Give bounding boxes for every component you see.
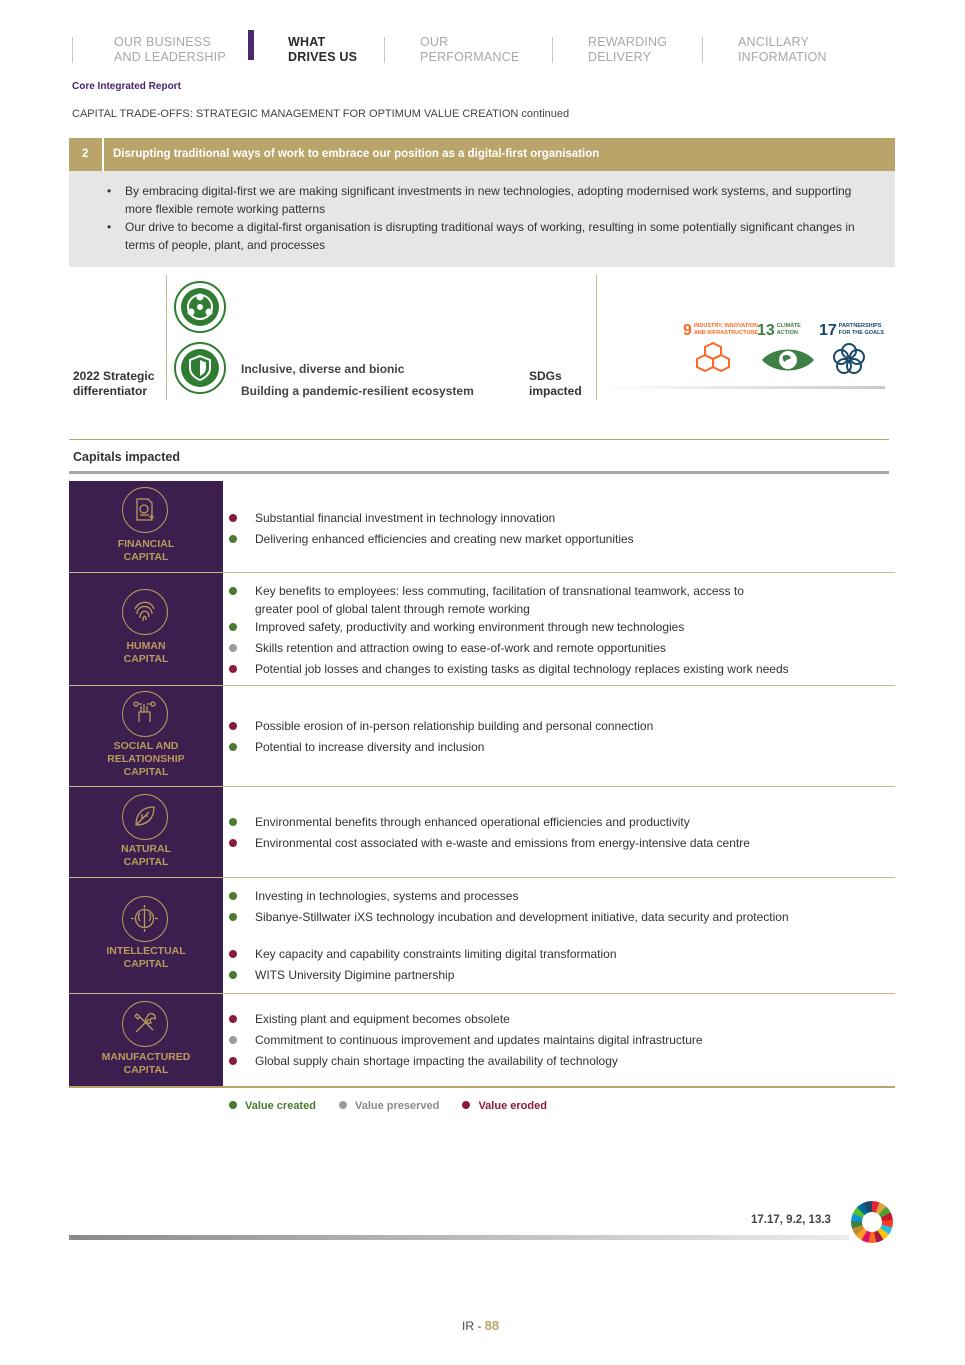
value-eroded-dot xyxy=(462,1101,470,1109)
nav-item-our-business[interactable] xyxy=(114,35,226,65)
capital-row-intellectual xyxy=(69,878,895,993)
sdg-17 xyxy=(819,322,884,340)
tradeoff-number: 2 xyxy=(82,148,89,160)
impact-text: Key capacity and capability constraints limiting digital transformation xyxy=(255,947,617,961)
value-created-dot xyxy=(229,818,237,826)
nav-item-rewarding-delivery[interactable] xyxy=(588,35,667,65)
sdg-caption-line: PARTNERSHIPS xyxy=(838,323,882,329)
impact-text: Improved safety, productivity and working environment through new technologies xyxy=(255,620,685,634)
nav-separator xyxy=(72,37,73,63)
sdg-9 xyxy=(683,322,758,340)
capital-name-line: SOCIAL AND xyxy=(113,740,179,752)
impact-text: Sibanye-Stillwater iXS technology incubation and development initiative, data security and protection xyxy=(255,910,789,924)
nav-line: OUR xyxy=(420,35,449,49)
nav-line: PERFORMANCE xyxy=(420,50,520,64)
impact-text: Existing plant and equipment becomes obsolete xyxy=(255,1012,510,1026)
nav-line: WHAT xyxy=(288,35,326,49)
impact-text: Environmental benefits through enhanced operational efficiencies and productivity xyxy=(255,815,690,829)
legend-label: Value preserved xyxy=(355,1100,440,1112)
nav-item-ancillary-information[interactable] xyxy=(738,35,827,65)
impact-text: Global supply chain shortage impacting the availability of technology xyxy=(255,1054,618,1068)
nav-line: OUR BUSINESS xyxy=(114,35,211,49)
section-rule xyxy=(69,471,889,474)
impact-item xyxy=(255,1011,875,1029)
sdgs-label xyxy=(529,369,582,399)
tradeoff-bullet: • By embracing digital-first we are making significant investments in new technologies, adopting modernised work systems, and supporting more flexible remote working patterns xyxy=(125,183,875,218)
capital-name-line: FINANCIAL xyxy=(117,538,175,550)
value-eroded-dot xyxy=(229,1015,237,1023)
capital-name xyxy=(69,740,223,779)
sdg-caption xyxy=(694,323,758,336)
nav-line: DELIVERY xyxy=(588,50,652,64)
capital-name-line: CAPITAL xyxy=(123,958,169,970)
nav-line: ANCILLARY xyxy=(738,35,810,49)
impact-text: Environmental cost associated with e-waste and emissions from energy-intensive data centre xyxy=(255,836,750,850)
capital-name-line: CAPITAL xyxy=(123,551,169,563)
value-created-dot xyxy=(229,587,237,595)
value-created-dot xyxy=(229,623,237,631)
capital-label-panel xyxy=(69,686,223,786)
impact-text: Skills retention and attraction owing to ease-of-work and remote opportunities xyxy=(255,641,666,655)
sdg-caption xyxy=(777,323,801,336)
divider xyxy=(166,275,167,400)
divider xyxy=(596,275,597,400)
label-line: impacted xyxy=(529,384,582,398)
capital-row-financial xyxy=(69,481,895,572)
nav-line: DRIVES US xyxy=(288,50,358,64)
value-eroded-dot xyxy=(229,839,237,847)
impact-item xyxy=(255,909,795,927)
capital-row-natural xyxy=(69,787,895,877)
tradeoff-description xyxy=(69,171,895,267)
sdg-13 xyxy=(757,322,801,340)
legend-label: Value created xyxy=(245,1100,316,1112)
value-preserved-dot xyxy=(339,1101,347,1109)
value-eroded-dot xyxy=(229,950,237,958)
value-preserved-dot xyxy=(229,1036,237,1044)
legend-label: Value eroded xyxy=(478,1100,547,1112)
value-created-dot xyxy=(229,743,237,751)
inclusive-diverse-icon xyxy=(174,281,226,333)
core-report-label: Core Integrated Report xyxy=(72,81,181,92)
capital-row-human xyxy=(69,573,895,685)
sdg-caption-line: AND INFRASTRUCTURE xyxy=(693,329,759,336)
climate-eye-icon xyxy=(760,345,816,375)
sdg-target-references: 17.17, 9.2, 13.3 xyxy=(751,1214,831,1226)
capital-name xyxy=(69,1051,223,1077)
impact-item xyxy=(255,1032,875,1050)
capital-name xyxy=(69,538,223,564)
sdg-caption xyxy=(839,323,884,336)
section-rule xyxy=(69,439,889,440)
capital-name-line: MANUFACTURED xyxy=(101,1051,191,1063)
differentiator-label xyxy=(73,369,154,399)
impact-item xyxy=(255,835,875,853)
value-created-dot xyxy=(229,971,237,979)
value-created-dot xyxy=(229,1101,237,1109)
capital-name-line: INTELLECTUAL xyxy=(106,945,186,957)
infrastructure-cubes-icon xyxy=(693,340,733,380)
document-money-icon xyxy=(122,487,168,533)
top-navigation xyxy=(0,30,965,70)
tradeoff-title: Disrupting traditional ways of work to embrace our position as a digital-first organisation xyxy=(113,148,600,160)
page-subtitle: CAPITAL TRADE-OFFS: STRATEGIC MANAGEMENT FOR OPTIMUM VALUE CREATION continued xyxy=(72,108,570,120)
sdg-number: 13 xyxy=(757,322,775,339)
impact-text: Possible erosion of in-person relationship building and personal connection xyxy=(255,719,654,733)
tradeoff-bullet: • Our drive to become a digital-first organisation is disrupting traditional ways of working, resulting in some potentially significant changes in terms of people, plant, and processes xyxy=(125,219,875,254)
capital-label-panel xyxy=(69,481,223,572)
sdg-number: 9 xyxy=(683,322,692,339)
capital-label-panel xyxy=(69,878,223,993)
nav-line: REWARDING xyxy=(588,35,668,49)
impact-item xyxy=(255,531,875,549)
impact-text: Potential job losses and changes to existing tasks as digital technology replaces existing work needs xyxy=(255,662,789,676)
nav-item-our-performance[interactable] xyxy=(420,35,519,65)
impact-item xyxy=(255,619,875,637)
value-created-dot xyxy=(229,535,237,543)
page-number-value: 88 xyxy=(484,1318,500,1333)
divider xyxy=(102,138,104,171)
value-preserved-dot xyxy=(229,644,237,652)
capital-name xyxy=(69,945,223,971)
impact-text: Potential to increase diversity and inclusion xyxy=(255,740,485,754)
capital-label-panel xyxy=(69,994,223,1086)
impact-text: WITS University Digimine partnership xyxy=(255,968,455,982)
leaf-icon xyxy=(122,794,168,840)
impact-text: Investing in technologies, systems and processes xyxy=(255,889,519,903)
capital-name-line: CAPITAL xyxy=(123,766,169,778)
nav-separator xyxy=(702,37,703,63)
nav-item-what-drives-us[interactable] xyxy=(288,35,357,65)
impact-item xyxy=(255,967,875,985)
differentiator-item: Inclusive, diverse and bionic xyxy=(241,362,405,376)
legend-created xyxy=(229,1100,316,1112)
value-created-dot xyxy=(229,892,237,900)
capital-label-panel xyxy=(69,573,223,685)
sdg-caption-line: CLIMATE xyxy=(776,323,801,329)
impact-text: Key benefits to employees: less commuting, facilitation of transnational teamwork, access to greater pool of global talent through remote working xyxy=(255,584,744,616)
capital-name-line: RELATIONSHIP xyxy=(107,753,185,765)
sdg-number: 17 xyxy=(819,322,837,339)
row-divider xyxy=(69,1086,895,1088)
impact-text: Delivering enhanced efficiencies and creating new market opportunities xyxy=(255,532,634,546)
tradeoff-header xyxy=(69,138,895,171)
impact-item xyxy=(255,510,875,528)
capital-name-line: CAPITAL xyxy=(123,1064,169,1076)
value-created-dot xyxy=(229,913,237,921)
impact-item xyxy=(255,946,875,964)
partnership-flower-icon xyxy=(829,340,869,380)
impact-item xyxy=(255,718,875,736)
sdg-wheel-icon xyxy=(851,1201,893,1243)
impact-item xyxy=(255,640,875,658)
brain-gear-icon xyxy=(122,896,168,942)
capital-name xyxy=(69,640,223,666)
legend-eroded xyxy=(462,1100,546,1112)
page-prefix: IR - xyxy=(462,1319,485,1333)
capital-name-line: CAPITAL xyxy=(123,856,169,868)
sdg-underline xyxy=(600,386,885,389)
nav-separator xyxy=(384,37,385,63)
impact-item xyxy=(255,888,875,906)
capitals-title: Capitals impacted xyxy=(73,450,180,464)
shield-icon xyxy=(174,342,226,394)
fingerprint-icon xyxy=(122,589,168,635)
impact-item xyxy=(255,814,875,832)
impact-item xyxy=(255,739,875,757)
legend-preserved xyxy=(339,1100,439,1112)
value-eroded-dot xyxy=(229,722,237,730)
impact-item xyxy=(255,661,875,679)
capital-row-manufactured xyxy=(69,994,895,1086)
impact-text: Substantial financial investment in technology innovation xyxy=(255,511,556,525)
impact-item xyxy=(255,583,765,618)
label-line: differentiator xyxy=(73,384,148,398)
differentiator-item: Building a pandemic-resilient ecosystem xyxy=(241,384,474,398)
hands-network-icon xyxy=(122,691,168,737)
value-eroded-dot xyxy=(229,665,237,673)
label-line: SDGs xyxy=(529,369,562,383)
capital-name-line: HUMAN xyxy=(126,640,166,652)
page-number xyxy=(462,1318,499,1333)
capital-name-line: CAPITAL xyxy=(123,653,169,665)
footer-rule xyxy=(69,1235,849,1240)
impact-text: Commitment to continuous improvement and updates maintains digital infrastructure xyxy=(255,1033,703,1047)
tools-icon xyxy=(122,1001,168,1047)
impact-item xyxy=(255,1053,875,1071)
capital-name-line: NATURAL xyxy=(121,843,171,855)
capital-row-social-relationship xyxy=(69,686,895,786)
capital-label-panel xyxy=(69,787,223,877)
value-legend xyxy=(229,1100,567,1112)
value-eroded-dot xyxy=(229,514,237,522)
nav-active-indicator xyxy=(248,30,254,60)
nav-separator xyxy=(552,37,553,63)
sdg-caption-line: FOR THE GOALS xyxy=(838,329,885,336)
value-eroded-dot xyxy=(229,1057,237,1065)
nav-line: AND LEADERSHIP xyxy=(114,50,226,64)
nav-line: INFORMATION xyxy=(738,50,827,64)
label-line: 2022 Strategic xyxy=(73,369,155,383)
sdg-caption-line: ACTION xyxy=(776,329,798,336)
capital-name xyxy=(69,843,223,869)
sdg-caption-line: INDUSTRY, INNOVATION xyxy=(693,323,758,329)
